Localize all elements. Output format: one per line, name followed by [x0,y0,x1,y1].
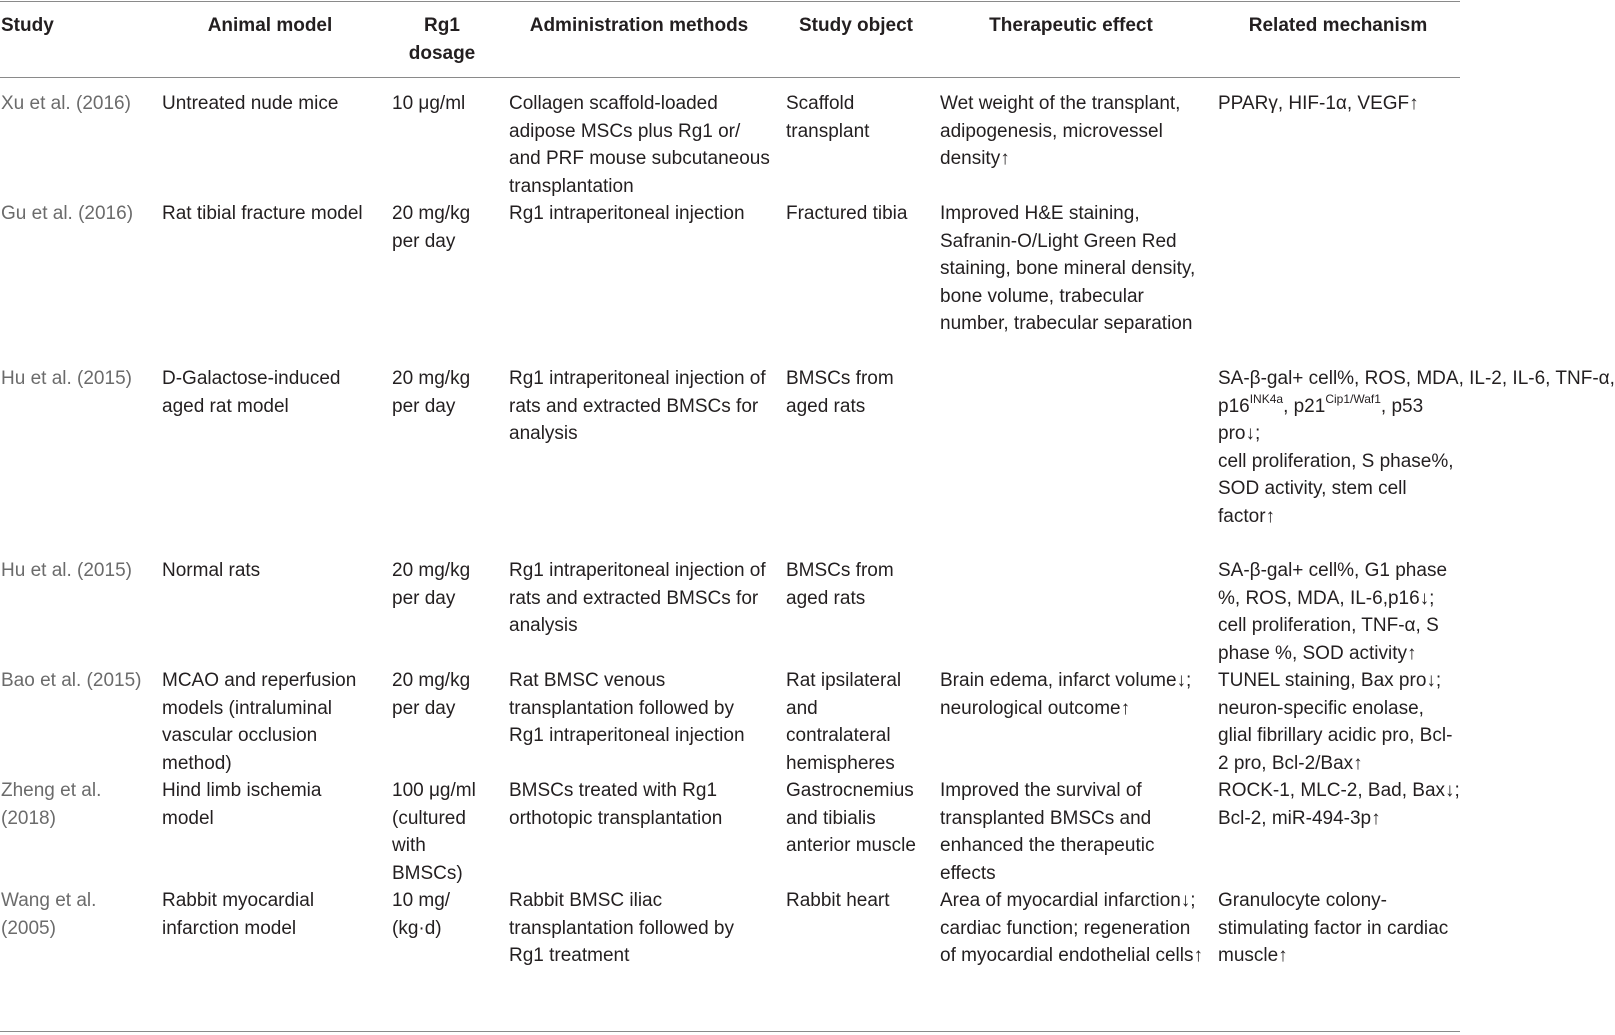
cell-study: Hu et al. (2015) [1,560,132,581]
cell-study: Hu et al. (2015) [1,368,132,389]
mechanism-text: , p53 [1380,395,1424,417]
cell-therapeutic-effect: Wet weight of the transplant, adipogenesis, microvessel density↑ [940,93,1181,169]
cell-study: Xu et al. (2016) [1,93,131,114]
cell-administration: Collagen scaffold-loaded adipose MSCs plus Rg1 or/ and PRF mouse subcutaneous transplantation [509,93,770,197]
cell-therapeutic-effect: Area of myocardial infarction↓; cardiac function; regeneration of myocardial endothelial cells↑ [940,890,1203,966]
cell-animal-model: MCAO and reperfusion models (intraluminal vascular occlusion method) [162,670,357,774]
cell-dosage: 20 mg/kg per day [392,670,471,719]
cell-therapeutic-effect: Improved the survival of transplanted BMSCs and enhanced the therapeutic effects [940,780,1155,884]
superscript: Cip1/Waf1 [1325,392,1381,407]
mechanism-line [1218,393,1460,421]
cell-mechanism: ROCK-1, MLC-2, Bad, Bax↓; Bcl-2, miR-494-3p↑ [1218,780,1460,829]
superscript: INK4a [1249,392,1284,407]
cell-administration: Rabbit BMSC iliac transplantation followed by Rg1 treatment [509,890,734,966]
cell-animal-model: Hind limb ischemia model [162,780,322,829]
cell-dosage: 20 mg/kg per day [392,560,471,609]
cell-study: Zheng et al. (2018) [1,780,102,829]
cell-administration: Rg1 intraperitoneal injection of rats and extracted BMSCs for analysis [509,560,766,636]
cell-animal-model: Rabbit myocardial infarction model [162,890,315,939]
cell-dosage: 100 μg/ml (cultured with BMSCs) [392,780,476,884]
cell-study: Gu et al. (2016) [1,203,134,224]
mechanism-text: p16 [1218,395,1250,417]
cell-mechanism: Granulocyte colony-stimulating factor in cardiac muscle↑ [1218,890,1449,966]
cell-dosage: 10 μg/ml [392,93,466,114]
cell-administration: Rat BMSC venous transplantation followed by Rg1 intraperitoneal injection [509,670,745,746]
header-study-object: Study object [798,15,913,36]
cell-study-object: BMSCs from aged rats [786,560,894,609]
cell-animal-model: Normal rats [162,560,261,581]
cell-dosage: 20 mg/kg per day [392,368,471,417]
mechanism-line: pro↓; [1218,423,1261,444]
header-rule [0,77,1460,78]
cell-therapeutic-effect: Improved H&E staining, Safranin-O/Light Green Red staining, bone mineral density, bone volume, trabecular number, trabecular separation [940,203,1196,334]
cell-mechanism: TUNEL staining, Bax pro↓; neuron-specific enolase, glial fibrillary acidic pro, Bcl-2 pro, Bcl-2/Bax↑ [1218,670,1453,774]
header-administration-methods: Administration methods [529,15,749,36]
cell-dosage: 20 mg/kg per day [392,203,471,252]
cell-mechanism: SA-β-gal+ cell%, G1 phase %, ROS, MDA, IL-6,p16↓; cell proliferation, TNF-α, S phase %, SOD activity↑ [1218,560,1448,664]
cell-study-object: Rat ipsilateral and contralateral hemispheres [786,670,902,774]
mechanism-text: , p21 [1283,395,1326,417]
cell-study: Wang et al. (2005) [1,890,97,939]
mechanism-line: cell proliferation, S phase%, SOD activity, stem cell factor↑ [1218,450,1454,527]
cell-study-object: Fractured tibia [786,203,908,224]
cell-study-object: BMSCs from aged rats [786,368,894,417]
cell-study-object: Scaffold transplant [786,93,870,142]
cell-mechanism: PPARγ, HIF-1α, VEGF↑ [1218,93,1419,114]
top-rule [0,1,1460,2]
cell-therapeutic-effect: Brain edema, infarct volume↓; neurological outcome↑ [940,670,1192,719]
cell-administration: Rg1 intraperitoneal injection of rats and extracted BMSCs for analysis [509,368,766,444]
cell-animal-model: Rat tibial fracture model [162,203,363,224]
cell-study-object: Gastrocnemius and tibialis anterior muscle [786,780,916,856]
cell-administration: BMSCs treated with Rg1 orthotopic transplantation [509,780,723,829]
cell-dosage: 10 mg/ (kg·d) [392,890,451,939]
header-study: Study [1,15,54,36]
cell-animal-model: Untreated nude mice [162,93,339,114]
cell-study: Bao et al. (2015) [1,670,142,691]
cell-animal-model: D-Galactose-induced aged rat model [162,368,341,417]
header-rg1-dosage: Rg1 dosage [408,15,476,64]
bottom-rule [0,1031,1460,1032]
mechanism-line: SA-β-gal+ cell%, ROS, MDA, IL-2, IL-6, TNF-α, [1218,368,1615,389]
header-animal-model: Animal model [207,15,333,36]
header-therapeutic-effect: Therapeutic effect [989,15,1153,36]
cell-administration: Rg1 intraperitoneal injection [509,203,745,224]
header-related-mechanism: Related mechanism [1248,15,1428,36]
cell-study-object: Rabbit heart [786,890,890,911]
cell-mechanism [1218,365,1615,530]
